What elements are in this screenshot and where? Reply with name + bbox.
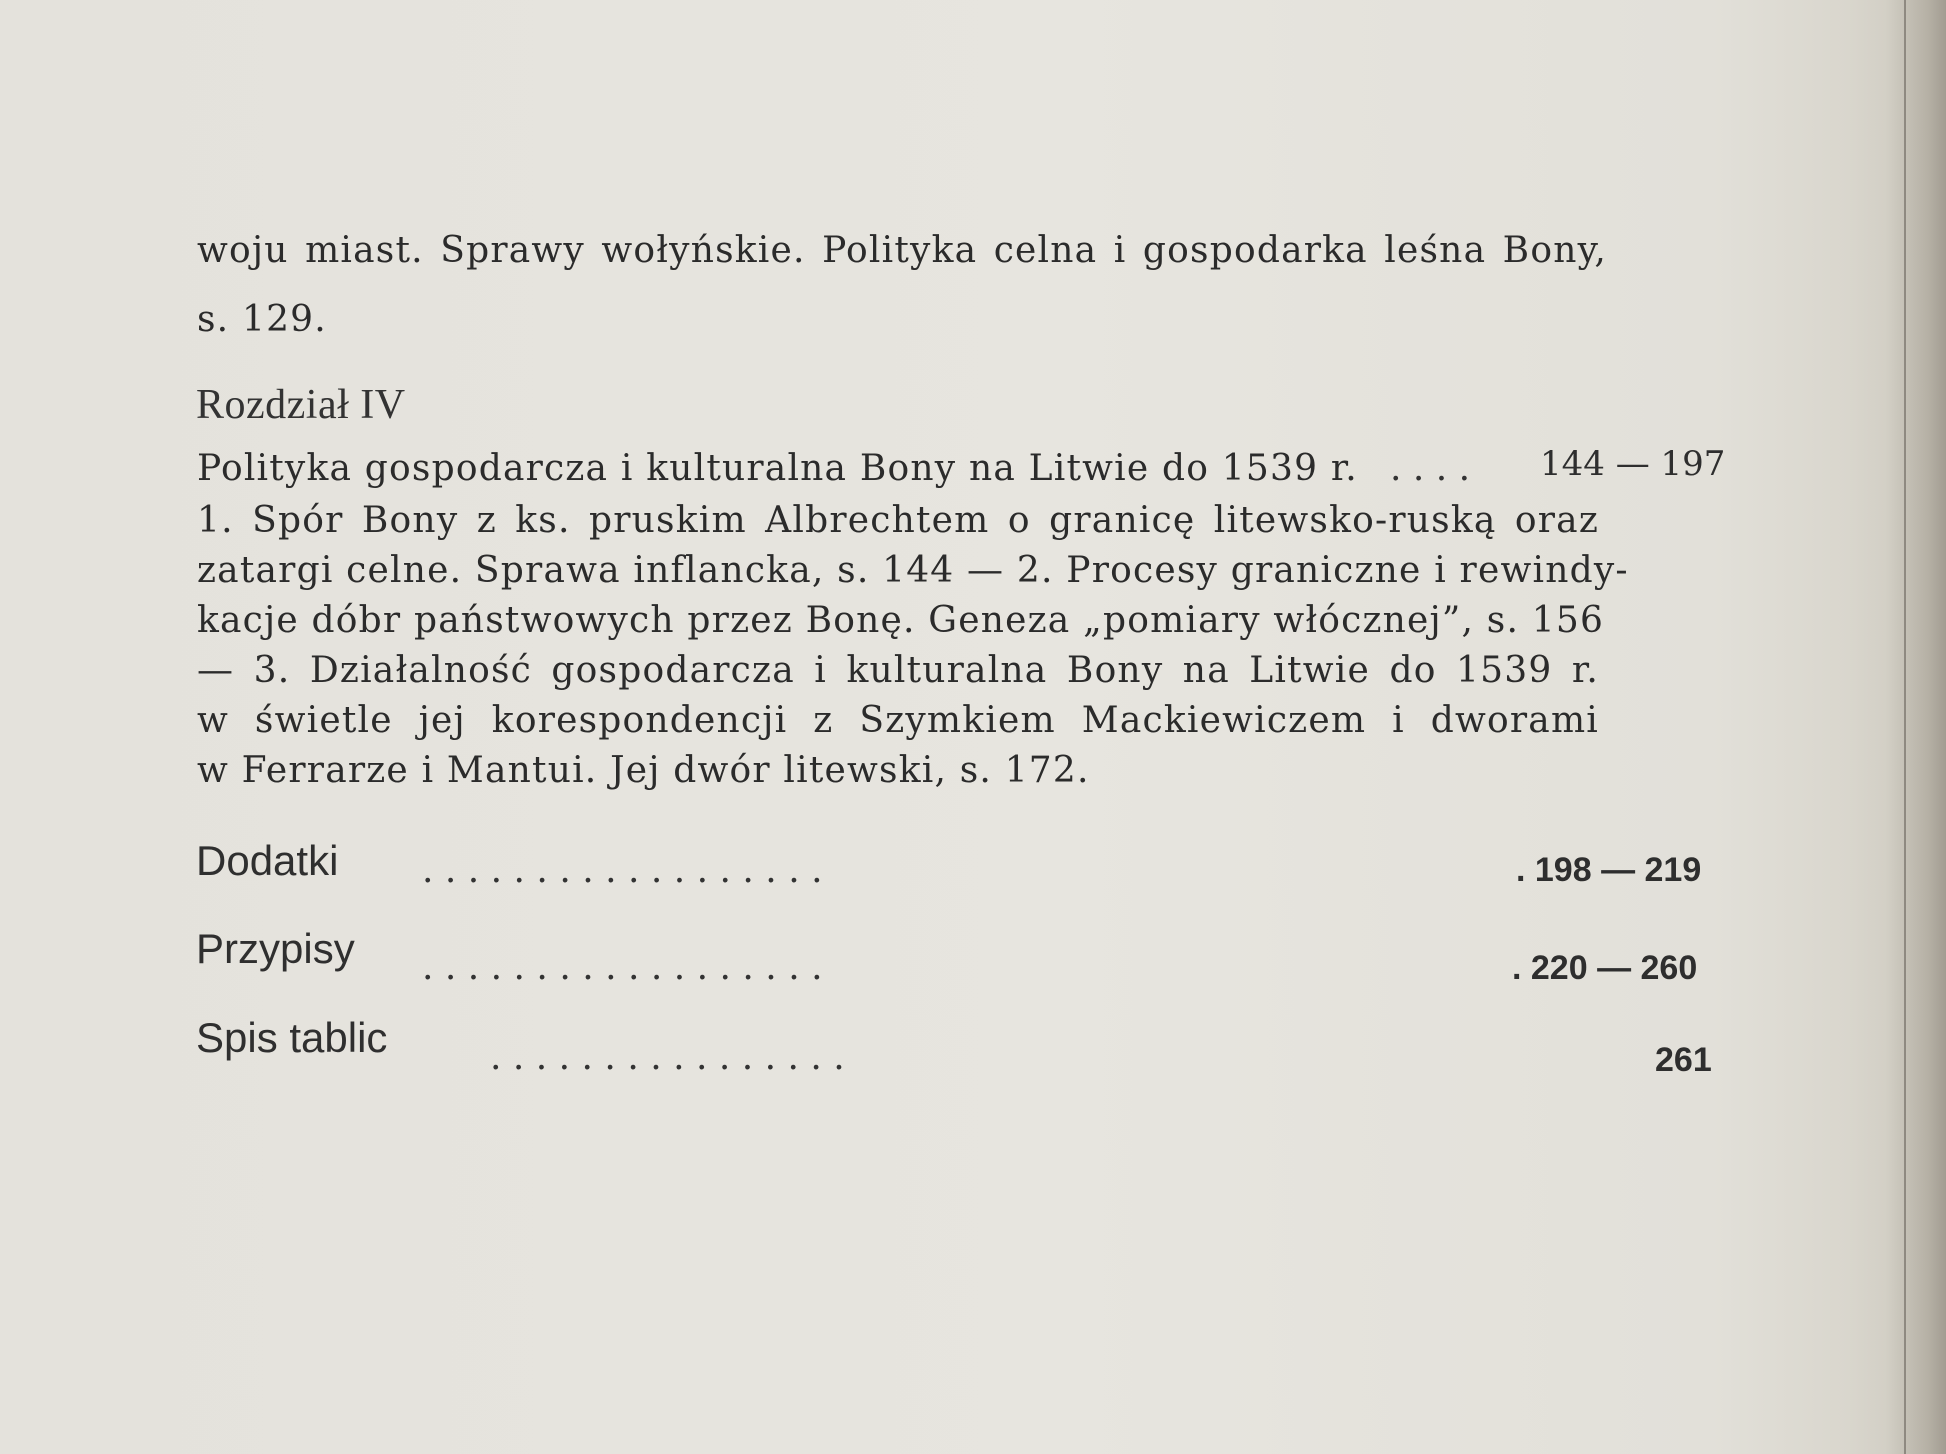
toc-entry-title: Spis tablic <box>196 1014 388 1061</box>
toc-entry-pages: . 220 — 260 <box>1512 949 1698 987</box>
chapter-title-dots: . . . . <box>1390 448 1471 489</box>
toc-entry-dots: . . . . . . . . . . . . . . . . <box>490 1037 845 1078</box>
chapter-title-pages: 144 — 197 <box>1540 444 1726 484</box>
toc-entry-dots: . . . . . . . . . . . . . . . . . . <box>422 947 823 988</box>
chapter-heading: Rozdział IV <box>196 382 406 428</box>
toc-entry-title: Przypisy <box>196 925 355 972</box>
chapter-body-line-1: 1. Spór Bony z ks. pruskim Albrechtem o granicę litewsko-ruską oraz <box>197 500 1599 541</box>
toc-entry-dots: . . . . . . . . . . . . . . . . . . <box>422 850 823 891</box>
toc-entry-pages: . 198 — 219 <box>1516 851 1702 889</box>
book-gutter-shadow <box>1886 0 1946 1454</box>
chapter-body-line-5: w świetle jej korespondencji z Szymkiem Mackiewiczem i dworami <box>197 700 1599 741</box>
continuation-line-2: s. 129. <box>197 299 327 340</box>
chapter-title: Polityka gospodarcza i kulturalna Bony na Litwie do 1539 r. <box>197 448 1358 489</box>
book-gutter-edge <box>1904 0 1906 1454</box>
chapter-body-line-3: kacje dóbr państwowych przez Bonę. Geneza „pomiary włócznej”, s. 156 <box>197 600 1605 641</box>
toc-entry-title: Dodatki <box>196 837 339 884</box>
chapter-body-line-6: w Ferrarze i Mantui. Jej dwór litewski, s. 172. <box>197 750 1090 791</box>
continuation-line-1: woju miast. Sprawy wołyńskie. Polityka celna i gospodarka leśna Bony, <box>197 230 1607 271</box>
toc-entry-pages: 261 <box>1655 1041 1712 1079</box>
chapter-body-line-4: — 3. Działalność gospodarcza i kulturalna Bony na Litwie do 1539 r. <box>197 650 1599 691</box>
chapter-body-line-2: zatargi celne. Sprawa inflancka, s. 144 — 2. Procesy graniczne i rewindy- <box>197 550 1629 591</box>
